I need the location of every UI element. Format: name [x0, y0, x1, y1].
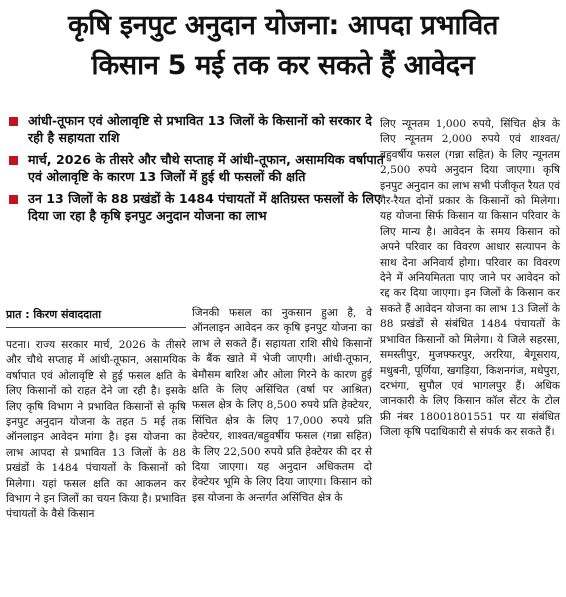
article-column-3 — [380, 117, 560, 441]
highlights-list — [6, 112, 390, 229]
highlight-item — [6, 151, 390, 185]
bullet-square-icon — [9, 117, 18, 126]
headline-line-1: कृषि इनपुट अनुदान योजना: आपदा प्रभावित — [67, 10, 499, 41]
highlight-text: आंधी-तूफान एवं ओलावृष्टि से प्रभावित 13 जिलों के किसानों को सरकार दे रही है सहायता राशि — [28, 113, 372, 145]
headline-line-2: किसान 5 मई तक कर सकते हैं आवेदन — [91, 50, 475, 81]
highlight-text: मार्च, 2026 के तीसरे और चौथे सप्ताह में आंधी-तूफान, असामयिक वर्षापात एवं ओलावृष्टि के कारण 13 जिलों में हुई थी फसलों की क्षति — [28, 152, 384, 184]
highlight-text: उन 13 जिलों के 88 प्रखंडों के 1484 पंचायतों में क्षतिग्रस्त फसलों के लिए दिया जा रहा है कृषि इनपुट अनुदान योजना का लाभ — [28, 191, 382, 223]
highlight-item — [6, 112, 390, 146]
article-column-2 — [192, 306, 372, 506]
bullet-square-icon — [9, 156, 18, 165]
highlight-item — [6, 190, 390, 224]
article-text: पटना। राज्य सरकार मार्च, 2026 के तीसरे और चौथे सप्ताह में आंधी-तूफान, असामयिक वर्षापात एवं ओलावृष्टि से हुई फसल क्षति के लिए किसानों को राहत देने जा रही है। इसके लिए कृषि विभाग ने प्रभावित किसानों से कृषि इनपुट अनुदान योजना के तहत 5 मई तक ऑनलाइन आवेदन मांगा है। इस योजना का लाभ आपदा से प्रभावित 13 जिलों के 88 प्रखंडों के 1484 पंचायतों के किसानों को मिलेगा। यहां फसल क्षति का आकलन कर विभाग ने इन जिलों का चयन किया है। प्रभावित पंचायतों के वैसे किसान — [6, 339, 186, 521]
article-text: लिए न्यूनतम 1,000 रुपये, सिंचित क्षेत्र के लिए न्यूनतम 2,000 रुपये एवं शाश्वत/बहुवर्षीय फसल (गन्ना सहित) के लिए न्यूनतम 2,500 रुपये अनुदान दिया जाएगा। कृषि इनपुट अनुदान का लाभ सभी पंजीकृत रैयत एवं गैर-रैयत दोनों प्रकार के किसानों को मिलेगा। यह योजना सिर्फ किसान या किसान परिवार के लिए मान्य है। आवेदन के समय किसान को अपने परिवार का विवरण आधार सत्यापन के साथ देना अनिवार्य होगा। परिवार का विवरण देने में अनियमितता पाए जाने पर आवेदन को रद्द कर दिया जाएगा। इन जिलों के किसान कर सकते हैं आवेदन योजना का लाभ 13 जिलों के 88 प्रखंडों से संबंधित 1484 पंचायतों के प्रभावित किसानों को मिलेगा। ये जिले सहरसा, समस्तीपुर, मुजफ्फरपुर, अररिया, बेगूसराय, मधुबनी, पूर्णिया, खगड़िया, किशनगंज, मधेपुरा, दरभंगा, सुपौल एवं भागलपुर हैं। अधिक जानकारी के लिए किसान कॉल सेंटर के टोल फ्री नंबर 18001801551 पर या संबंधित जिला कृषि पदाधिकारी से संपर्क कर सकते हैं। — [380, 118, 560, 439]
bullet-square-icon — [9, 195, 18, 204]
article-text: जिनकी फसल का नुकसान हुआ है, वे ऑनलाइन आवेदन कर कृषि इनपुट योजना का लाभ ले सकते हैं। सहायता राशि सीधे किसानों के बैंक खाते में भेजी जाएगी। आंधी-तूफान, बेमौसम बारिश और ओला गिरने के कारण हुई क्षति के लिए असिंचित (वर्षा पर आश्रित) फसल क्षेत्र के लिए 8,500 रुपये प्रति हेक्टेयर, सिंचित क्षेत्र के लिए 17,000 रुपये प्रति हेक्टेयर, शाश्वत/बहुवर्षीय फसल (गन्ना सहित) के लिए 22,500 रुपये प्रति हेक्टेयर की दर से दिया जाएगा। यह अनुदान अधिकतम दो हेक्टेयर भूमि के लिए दिया जाएगा। किसान को इस योजना के अन्तर्गत असिंचित क्षेत्र के — [192, 307, 372, 504]
article-column-1 — [6, 338, 186, 523]
byline: प्रात : किरण संवाददाता — [6, 307, 186, 328]
headline — [6, 6, 560, 86]
